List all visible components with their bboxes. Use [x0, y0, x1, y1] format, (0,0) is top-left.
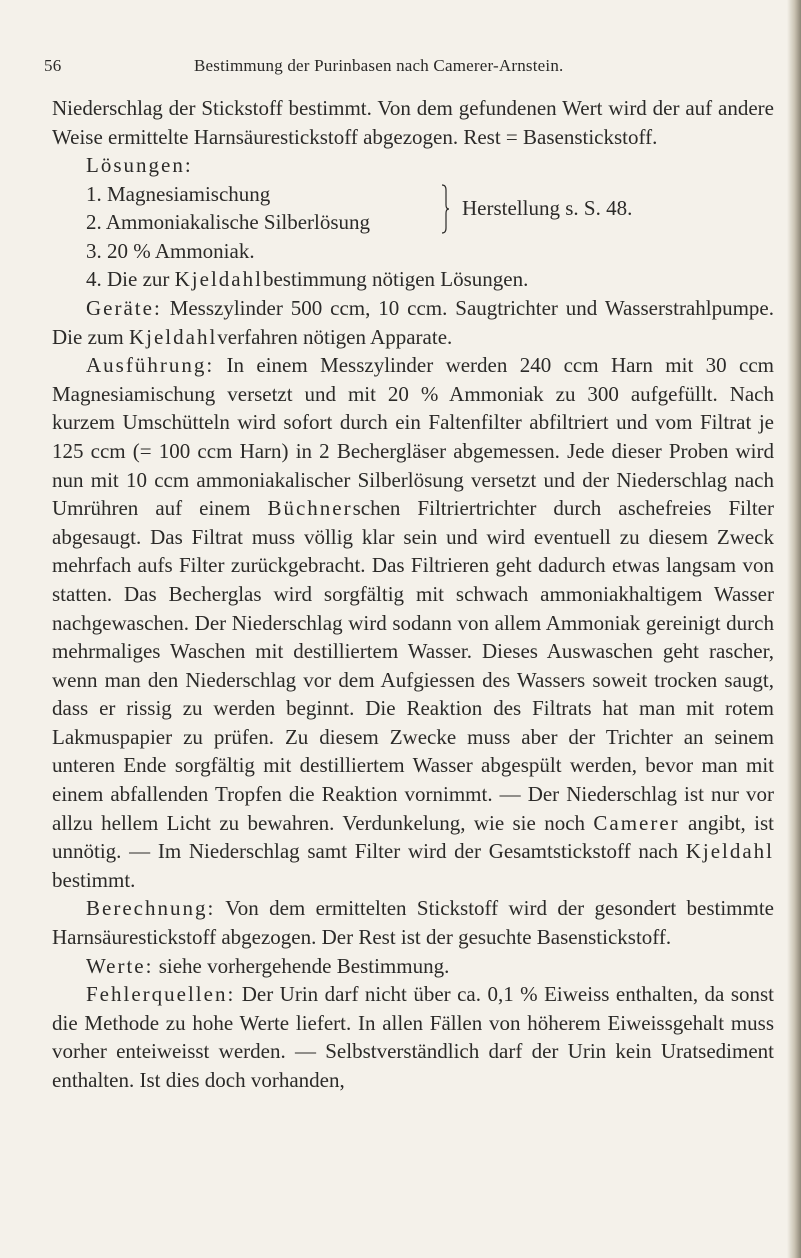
ausfuehrung-text-post3: bestimmt. — [52, 867, 136, 892]
paragraph-fehlerquellen — [52, 980, 774, 1094]
solution-item-2: 2. Ammoniakalische Silberlösung — [86, 210, 371, 235]
loesungen-label: Lösungen: — [86, 153, 193, 178]
werte-text: siehe vorhergehende Bestimmung. — [153, 953, 450, 978]
solution-item-4 — [86, 265, 774, 294]
running-title: Bestimmung der Purinbasen nach Camerer-Arnstein. — [194, 56, 564, 75]
brace-note: Herstellung s. S. 48. — [462, 195, 633, 220]
loesungen-heading — [52, 151, 774, 180]
fehlerquellen-text: Der Urin darf nicht über ca. 0,1 % Eiweiss enthalten, da sonst die Methode zu hohe Werte liefert. In allen Fällen von höherem Eiweissgehalt muss vorher enteiweisst werden. — Selbstverständlich darf der Urin kein Uratsediment enthalten. Ist dies doch vorhanden, — [52, 982, 774, 1092]
solution-item-3: 3. 20 % Ammoniak. — [86, 238, 255, 263]
paragraph-ausfuehrung — [52, 351, 774, 894]
page-body — [52, 94, 774, 1095]
paragraph-geraete — [52, 294, 774, 351]
geraete-text-post: verfahren nötigen Apparate. — [217, 324, 453, 349]
paragraph-intro: Niederschlag der Stickstoff bestimmt. Von dem gefundenen Wert wird der auf andere Weise ermittelte Harnsäurestickstoff abgezogen. Rest = Basenstickstoff. — [52, 96, 774, 149]
solutions-bracket-group — [86, 180, 774, 237]
ausfuehrung-name-camerer: Camerer — [593, 810, 680, 835]
page-edge-shadow — [787, 0, 801, 1258]
paragraph-werte — [52, 952, 774, 981]
ausfuehrung-text-post: schen Filtriertrichter durch aschefreies Filter abgesaugt. Das Filtrat muss völlig klar sein und wird eventuell zu diesem Zweck mehrfach aufs Filter zurückgebracht. Das Filtrieren geht dadurch etwas langsam von statten. Das Becherglas wird sorgfältig mit schwach ammoniakhaltigem Wasser nachgewaschen. Der Niederschlag wird sodann von allem Ammoniak gereinigt durch mehrmaliges Waschen mit destilliertem Wasser. Dieses Auswaschen geht rascher, wenn man den Niederschlag vor dem Aufgiessen des Wassers soweit trocken saugt, dass er rissig zu werden beginnt. Die Reaktion des Filtrats hat man mit rotem Lakmuspapier zu prüfen. Zu diesem Zwecke muss aber der Trichter an seinem unteren Ende sorgfältig mit destilliertem Wasser abgespült werden, bevor man mit einem abfallenden Tropfen die Reaktion vornimmt. — Der Niederschlag ist nur vor allzu hellem Licht zu bewahren. Verdunkelung, wie sie noch — [52, 496, 774, 835]
page-number: 56 — [44, 56, 62, 75]
solution-item-4-name: Kjeldahl — [174, 267, 263, 292]
berechnung-text: Von dem ermittelten Stickstoff wird der gesondert bestimmte Harnsäurestickstoff abgezogen. Der Rest ist der gesuchte Basenstickstoff. — [52, 896, 774, 950]
brace-icon — [441, 184, 449, 234]
solution-item-1: 1. Magnesiamischung — [86, 181, 271, 206]
berechnung-label: Berechnung: — [86, 896, 216, 921]
solution-item-4-pre: 4. Die zur — [86, 267, 175, 292]
fehlerquellen-label: Fehlerquellen: — [86, 982, 236, 1007]
ausfuehrung-name-buechner: Büchner — [267, 496, 353, 521]
solution-item-4-post: bestimmung nötigen Lösungen. — [262, 267, 529, 292]
werte-label: Werte: — [86, 953, 154, 978]
geraete-text-pre: Messzylinder 500 ccm, 10 ccm. Saugtrichter und Wasserstrahlpumpe. Die zum — [52, 295, 774, 349]
ausfuehrung-text-post2: angibt, ist unnötig. — Im Niederschlag samt Filter wird der Gesamtstickstoff nach — [52, 810, 774, 864]
ausfuehrung-name-kjeldahl: Kjeldahl — [685, 839, 774, 864]
ausfuehrung-label: Ausführung: — [86, 353, 215, 378]
geraete-name: Kjeldahl — [128, 324, 218, 349]
paragraph-berechnung — [52, 894, 774, 951]
geraete-label: Geräte: — [86, 295, 162, 320]
ausfuehrung-text-pre: In einem Messzylinder werden 240 ccm Harn mit 30 ccm Magnesiamischung versetzt und mit 20 % Ammoniak zu 300 aufgefüllt. Nach kurzem Umschütteln wird sofort durch ein Faltenfilter abfiltriert und vom Filtrat je 125 ccm (= 100 ccm Harn) in 2 Bechergläser abgemessen. Jede dieser Proben wird nun mit 10 ccm ammoniakalischer Silberlösung versetzt und der Niederschlag nach Umrühren auf einem — [52, 353, 774, 521]
